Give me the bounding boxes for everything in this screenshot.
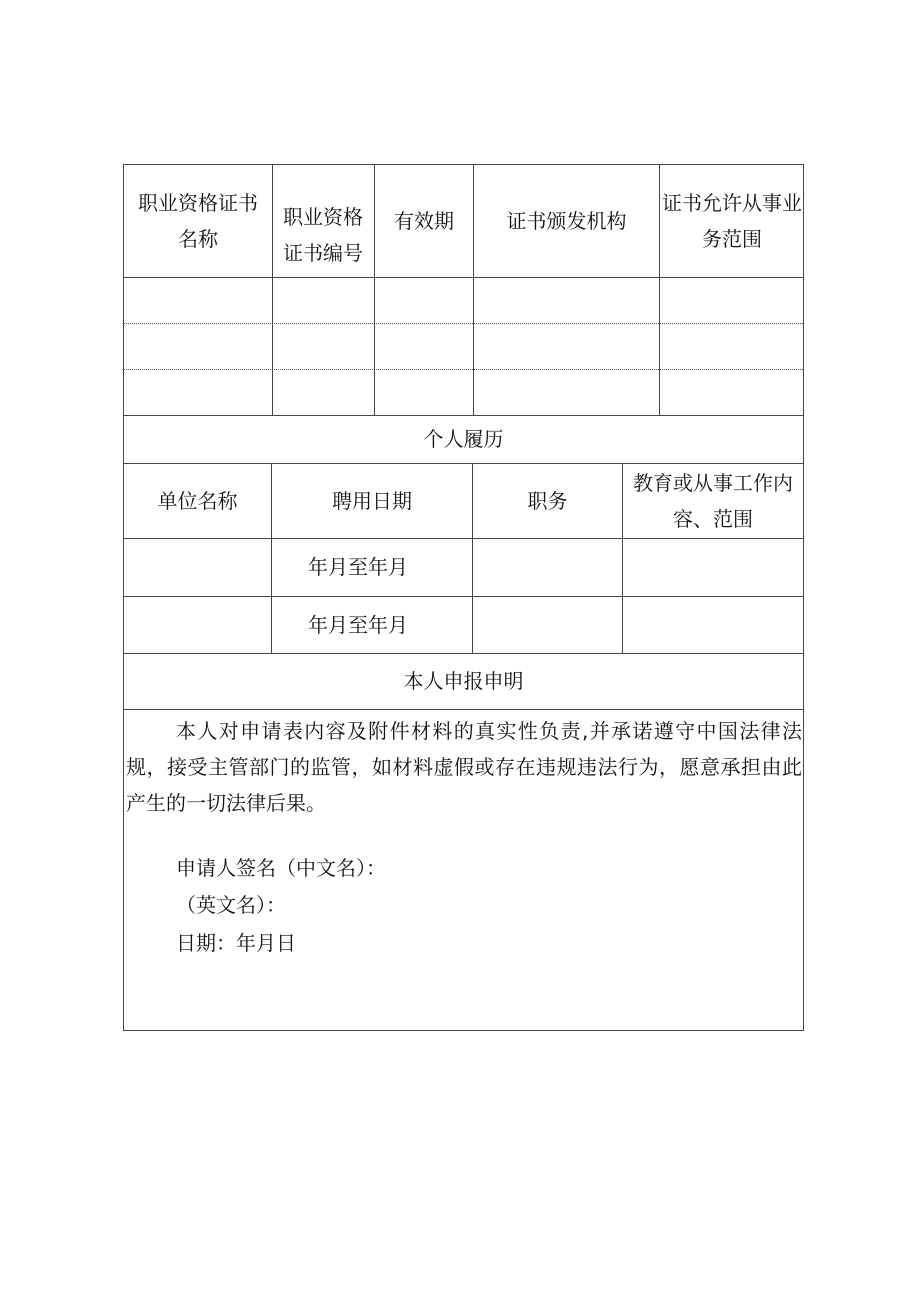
header-work-content: 教育或从事工作内容、范围 bbox=[633, 470, 793, 531]
divider bbox=[124, 709, 803, 710]
resume-title: 个人履历 bbox=[423, 427, 504, 451]
signature-chinese-name: 申请人签名（中文名）： bbox=[176, 856, 386, 880]
resume-date: 年月至年月 bbox=[308, 612, 408, 637]
divider bbox=[124, 538, 803, 539]
header-employer: 单位名称 bbox=[157, 488, 238, 513]
divider bbox=[124, 277, 803, 278]
divider bbox=[124, 596, 803, 597]
header-position: 职务 bbox=[527, 488, 568, 513]
declaration-text: 本人对申请表内容及附件材料的真实性负责,并承诺遵守中国法律法规，接受主管部门的监管，如材料虚假或存在违规违法行为，愿意承担由此产生的一切法律后果。 bbox=[126, 719, 802, 815]
divider bbox=[272, 165, 273, 415]
header-certificate-name: 职业资格证书名称 bbox=[138, 191, 258, 251]
divider bbox=[473, 165, 474, 415]
declaration-date: 日期：年月日 bbox=[176, 931, 296, 955]
divider bbox=[124, 369, 803, 370]
declaration-title: 本人申报申明 bbox=[403, 669, 524, 693]
header-employment-date: 聘用日期 bbox=[332, 488, 412, 513]
header-validity: 有效期 bbox=[394, 209, 454, 233]
divider bbox=[124, 323, 803, 324]
divider bbox=[374, 165, 375, 415]
resume-date: 年月至年月 bbox=[308, 555, 408, 579]
application-form bbox=[123, 164, 804, 1031]
header-issuer: 证书颁发机构 bbox=[506, 209, 627, 233]
header-business-scope: 证书允许从事业务范围 bbox=[662, 191, 802, 251]
header-certificate-number: 职业资格证书编号 bbox=[283, 205, 363, 265]
divider bbox=[659, 165, 660, 415]
signature-english-name: （英文名）： bbox=[176, 893, 286, 917]
